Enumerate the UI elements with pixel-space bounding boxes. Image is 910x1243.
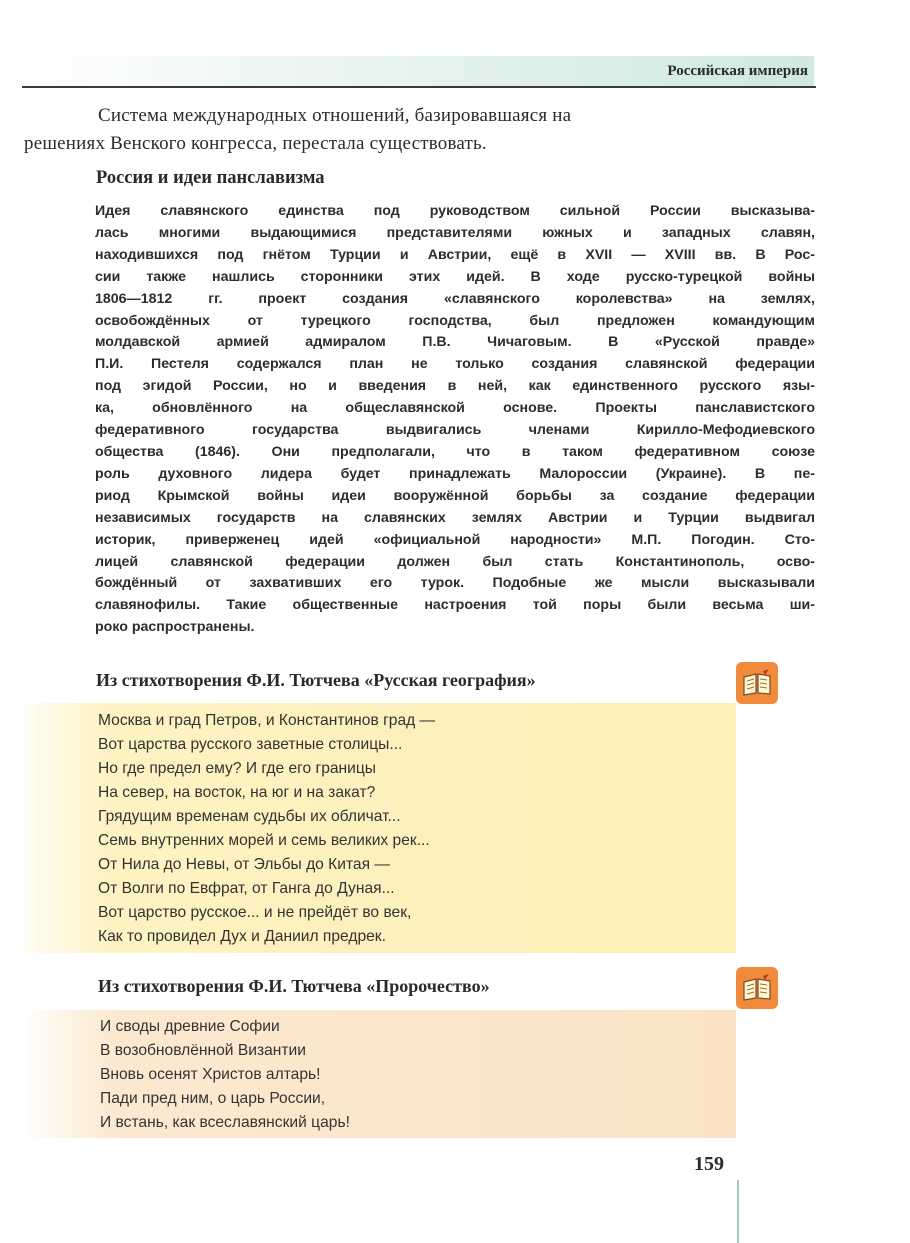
header-rule — [22, 86, 816, 88]
body-line: общества (1846). Они предполагали, что в таком федеративном союзе — [95, 443, 815, 460]
book-icon — [736, 967, 778, 1009]
poem-line: Вот царства русского заветные столицы... — [98, 736, 403, 753]
body-line: 1806—1812 гг. проект создания «славянского королевства» на землях, — [95, 290, 815, 307]
intro-line: Система международных отношений, базировавшаяся на — [98, 105, 572, 126]
section-body — [95, 201, 815, 639]
poem-line: Грядущим временам судьбы их обличат... — [98, 808, 401, 825]
body-line: роко распространены. — [95, 619, 255, 636]
poem-line: Вновь осенят Христов алтарь! — [100, 1066, 321, 1083]
body-line: находившихся под гнётом Турции и Австрии, ещё в XVII — XVIII вв. В Рос- — [95, 246, 815, 263]
intro-line: решениях Венского конгресса, перестала существовать. — [24, 133, 487, 154]
poem-title-russian-geography: Из стихотворения Ф.И. Тютчева «Русская география» — [96, 670, 536, 690]
body-line: бождённый от захвативших его турок. Подобные же мысли высказывали — [95, 575, 815, 592]
poem-box-prophecy — [30, 1010, 736, 1138]
body-line: федеративного государства выдвигались членами Кирилло-Мефодиевского — [95, 422, 815, 439]
body-line: лась многими выдающимися представителями южных и западных славян, — [95, 224, 815, 241]
margin-rule — [737, 1180, 739, 1243]
poem-line: Вот царство русское... и не прейдёт во век, — [98, 904, 412, 921]
poem-line: И своды древние Софии — [100, 1018, 280, 1035]
intro-paragraph — [24, 102, 744, 158]
body-line: лицей славянской федерации должен был стать Константинополь, осво- — [95, 553, 815, 570]
poem-line: От Волги по Евфрат, от Ганга до Дуная... — [98, 880, 395, 897]
poem-line: Семь внутренних морей и семь великих рек... — [98, 832, 430, 849]
body-line: ка, обновлённого на общеславянской основе. Проекты панславистского — [95, 400, 815, 417]
poem-box-russian-geography — [24, 703, 736, 953]
body-line: роль духовного лидера будет принадлежать Малороссии (Украине). В пе- — [95, 465, 815, 482]
body-line: Идея славянского единства под руководством сильной России высказыва- — [95, 203, 815, 219]
poem-line: Но где предел ему? И где его границы — [98, 760, 377, 777]
poem-line: И встань, как всеславянский царь! — [100, 1114, 350, 1131]
body-line: молдавской армией адмиралом П.В. Чичаговым. В «Русской правде» — [95, 334, 815, 351]
poem-line: Пади пред ним, о царь России, — [100, 1090, 326, 1107]
page-number: 159 — [694, 1153, 724, 1175]
running-head: Российская империя — [667, 63, 808, 79]
section-title: Россия и идеи панславизма — [96, 168, 325, 188]
poem-title-prophecy: Из стихотворения Ф.И. Тютчева «Пророчество» — [98, 976, 490, 996]
body-line: П.И. Пестеля содержался план не только создания славянской федерации — [95, 356, 815, 373]
body-line: освобождённых от турецкого господства, был предложен командующим — [95, 312, 815, 329]
poem-line: От Нила до Невы, от Эльбы до Китая — — [98, 856, 390, 873]
poem-line: Москва и град Петров, и Константинов град — — [98, 712, 436, 729]
body-line: историк, приверженец идей «официальной народности» М.П. Погодин. Сто- — [95, 531, 815, 548]
poem-line: Как то провидел Дух и Даниил предрек. — [98, 928, 386, 945]
body-line: сии также нашлись сторонники этих идей. В ходе русско-турецкой войны — [95, 268, 815, 285]
body-line: независимых государств на славянских землях Австрии и Турции выдвигал — [95, 509, 815, 526]
book-icon — [736, 662, 778, 704]
body-line: славянофилы. Такие общественные настроения той поры были весьма ши- — [95, 597, 815, 614]
body-line: риод Крымской войны идеи вооружённой борьбы за создание федерации — [95, 487, 815, 504]
poem-line: В возобновлённой Византии — [100, 1042, 306, 1059]
body-line: под эгидой России, но и введения в ней, как единственного русского язы- — [95, 378, 815, 395]
poem-line: На север, на восток, на юг и на закат? — [98, 784, 376, 801]
